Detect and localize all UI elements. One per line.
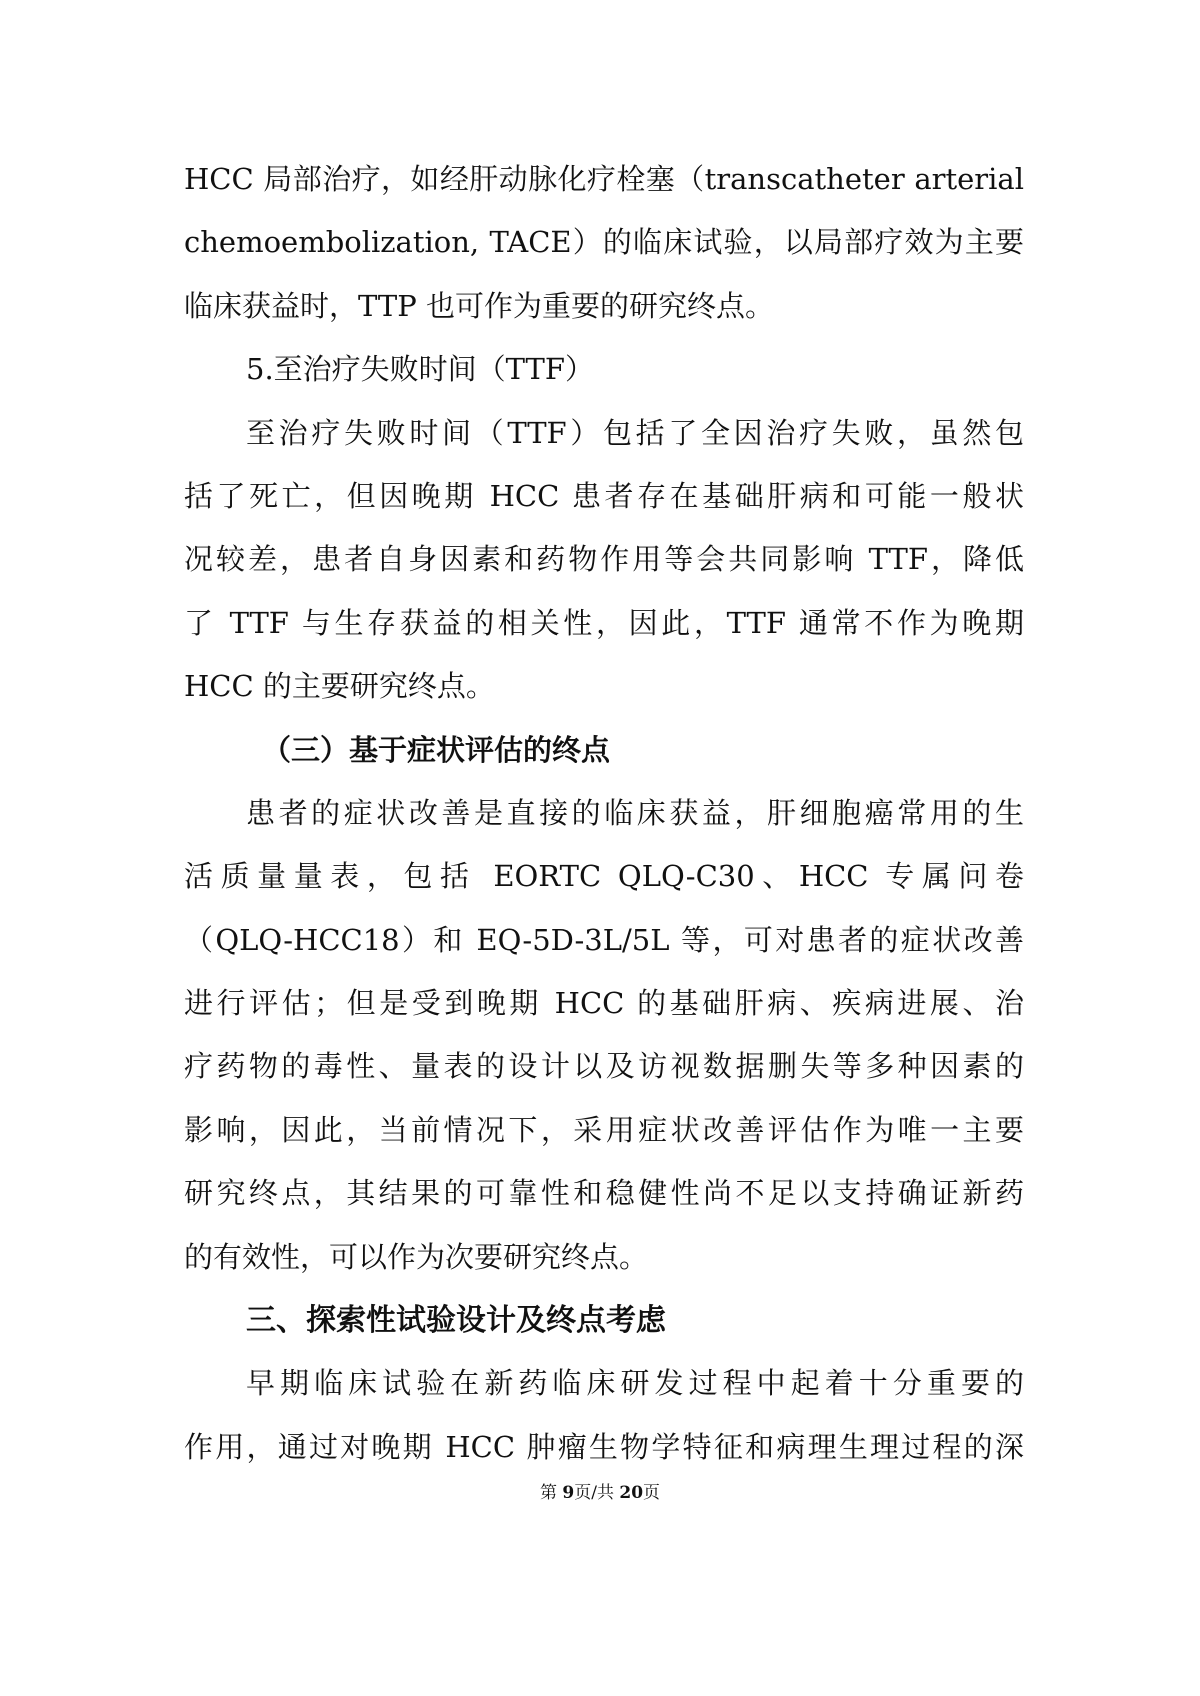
section-heading: 三、探索性试验设计及终点考虑 — [246, 1303, 666, 1339]
subsection-heading: 5.至治疗失败时间（TTF） — [246, 352, 595, 387]
paragraph-line: 了 TTF 与生存获益的相关性，因此，TTF 通常不作为晚期 — [184, 605, 1024, 640]
page-footer — [0, 1478, 1200, 1503]
paragraph-line: 的有效性，可以作为次要研究终点。 — [184, 1239, 649, 1274]
paragraph-line: 活质量量表，包括 EORTC QLQ-C30、HCC 专属问卷 — [184, 859, 1024, 894]
paragraph-line: 早期临床试验在新药临床研发过程中起着十分重要的 — [246, 1366, 1024, 1401]
paragraph-line: 作用，通过对晚期 HCC 肿瘤生物学特征和病理生理过程的深 — [184, 1429, 1024, 1464]
paragraph-line: HCC 的主要研究终点。 — [184, 669, 495, 704]
paragraph-line: 况较差，患者自身因素和药物作用等会共同影响 TTF，降低 — [184, 542, 1024, 577]
footer-prefix: 第 — [539, 1483, 563, 1503]
footer-suffix: 页 — [643, 1483, 661, 1503]
paragraph-line: 研究终点，其结果的可靠性和稳健性尚不足以支持确证新药 — [184, 1176, 1024, 1211]
paragraph-line: 临床获益时，TTP 也可作为重要的研究终点。 — [184, 288, 774, 323]
paragraph-line: （QLQ-HCC18）和 EQ-5D-3L/5L 等，可对患者的症状改善 — [184, 922, 1024, 957]
paragraph-line: 患者的症状改善是直接的临床获益，肝细胞癌常用的生 — [246, 795, 1024, 830]
total-page-count: 20 — [619, 1483, 644, 1503]
paragraph-line: HCC 局部治疗，如经肝动脉化疗栓塞（transcatheter arterial — [184, 162, 1024, 196]
footer-middle: 页/共 — [574, 1483, 620, 1503]
paragraph-line: 至治疗失败时间（TTF）包括了全因治疗失败，虽然包 — [246, 415, 1024, 450]
paragraph-line: 影响，因此，当前情况下，采用症状改善评估作为唯一主要 — [184, 1112, 1024, 1147]
paragraph-line: chemoembolization, TACE）的临床试验，以局部疗效为主要 — [184, 225, 1024, 260]
paragraph-line: 括了死亡，但因晚期 HCC 患者存在基础肝病和可能一般状 — [184, 478, 1024, 513]
current-page-number: 9 — [562, 1483, 575, 1503]
subsection-heading: （三）基于症状评估的终点 — [262, 732, 611, 767]
paragraph-line: 进行评估；但是受到晚期 HCC 的基础肝病、疾病进展、治 — [184, 986, 1024, 1021]
paragraph-line: 疗药物的毒性、量表的设计以及访视数据删失等多种因素的 — [184, 1049, 1024, 1084]
document-body — [184, 148, 1024, 1479]
